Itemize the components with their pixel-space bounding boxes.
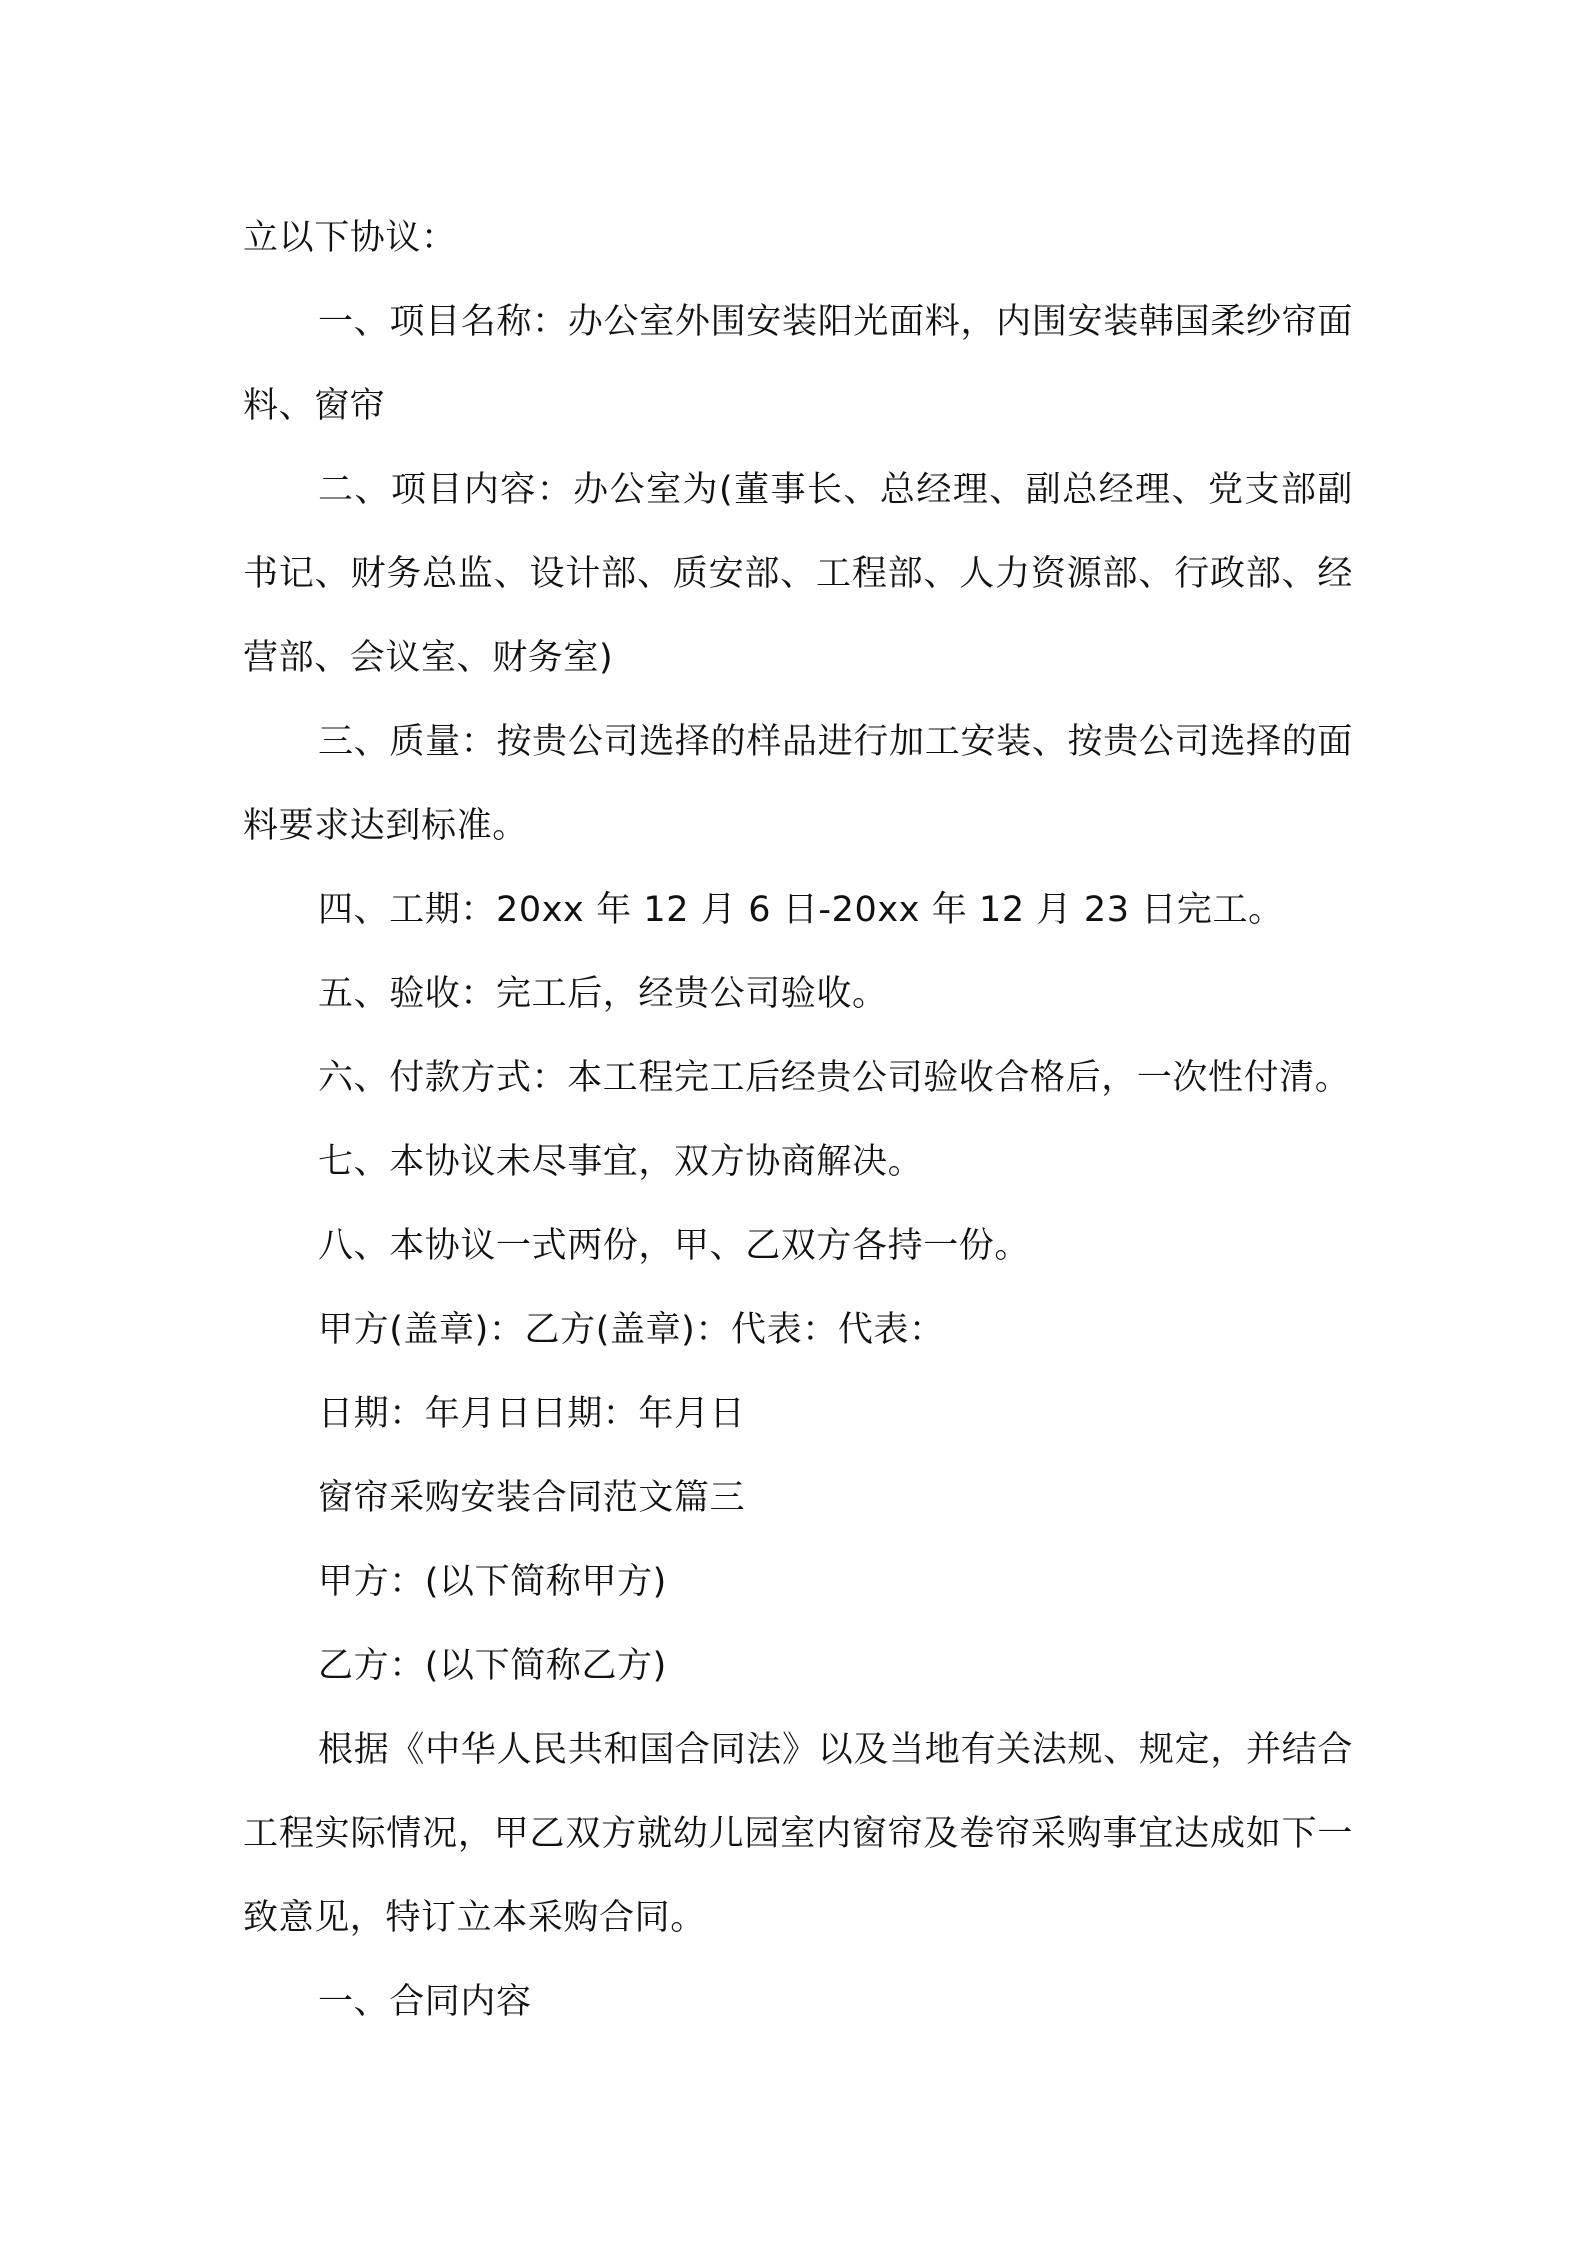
paragraph-project-name: 一、项目名称：办公室外围安装阳光面料，内围安装韩国柔纱帘面料、窗帘 — [243, 302, 1353, 426]
paragraph-copies: 八、本协议一式两份，甲、乙双方各持一份。 — [318, 1226, 1031, 1266]
paragraph-schedule: 四、工期：20xx 年 12 月 6 日-20xx 年 12 月 23 日完工。 — [318, 890, 1284, 930]
paragraph-quality: 三、质量：按贵公司选择的样品进行加工安装、按贵公司选择的面料要求达到标准。 — [243, 722, 1353, 846]
section-title: 窗帘采购安装合同范文篇三 — [318, 1478, 746, 1518]
paragraph-payment: 六、付款方式：本工程完工后经贵公司验收合格后，一次性付清。 — [318, 1058, 1351, 1098]
party-b-line: 乙方：(以下简称乙方) — [318, 1646, 667, 1686]
paragraph-unresolved-matters: 七、本协议未尽事宜，双方协商解决。 — [318, 1142, 924, 1182]
paragraph-intro: 立以下协议： — [243, 218, 457, 258]
document-body — [243, 196, 1353, 2044]
paragraph-project-content: 二、项目内容：办公室为(董事长、总经理、副总经理、党支部副书记、财务总监、设计部、质安部、工程部、人力资源部、行政部、经营部、会议室、财务室) — [243, 470, 1353, 678]
paragraph-acceptance: 五、验收：完工后，经贵公司验收。 — [318, 974, 888, 1014]
paragraph-contract-content-heading: 一、合同内容 — [318, 1982, 532, 2022]
paragraph-basis: 根据《中华人民共和国合同法》以及当地有关法规、规定，并结合工程实际情况，甲乙双方就幼儿园室内窗帘及卷帘采购事宜达成如下一致意见，特订立本采购合同。 — [243, 1730, 1353, 1938]
paragraph-dates: 日期：年月日日期：年月日 — [318, 1394, 746, 1434]
party-a-line: 甲方：(以下简称甲方) — [318, 1562, 667, 1602]
paragraph-signatures: 甲方(盖章)：乙方(盖章)：代表：代表： — [318, 1310, 945, 1350]
